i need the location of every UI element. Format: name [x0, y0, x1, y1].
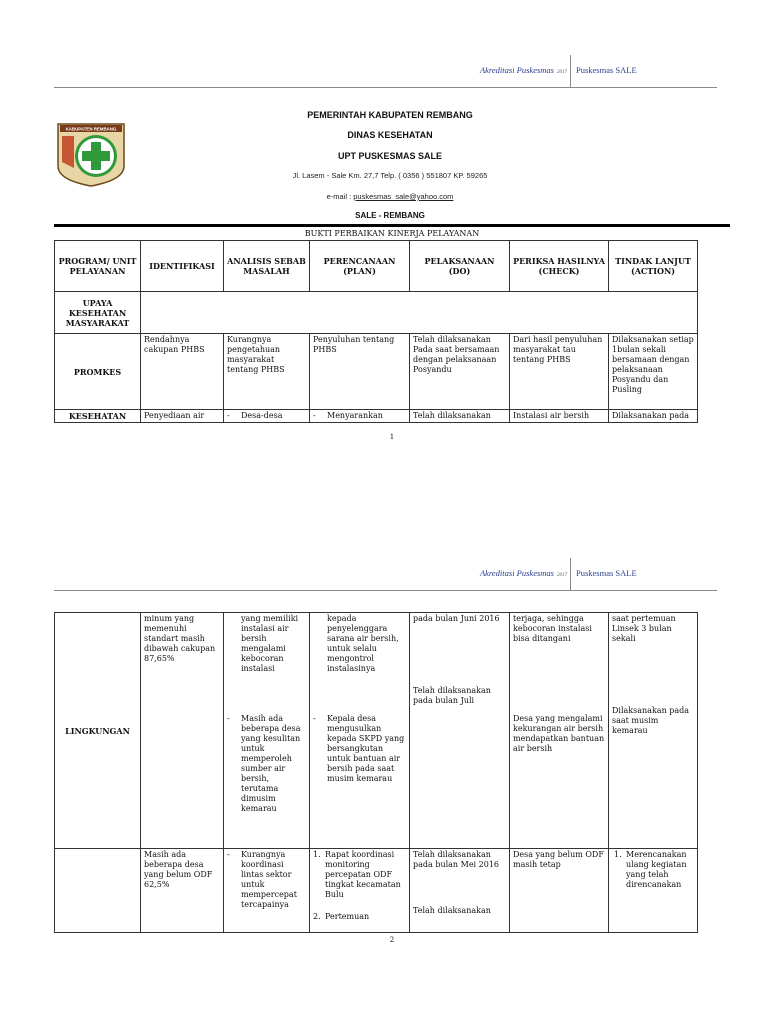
col-identifikasi: IDENTIFIKASI: [141, 241, 224, 292]
lingkungan-analisis-a: yang memiliki instalasi air bersih mengalami kebocoran instalasi: [241, 614, 299, 673]
lingkungan-periksa-a: terjaga, sehingga kebocoran instalasi bisa ditangani: [513, 614, 592, 643]
odf-identifikasi: Masih ada beberapa desa yang belum ODF 62,5%: [141, 849, 224, 933]
kop-line2: DINAS KESEHATAN: [347, 130, 433, 140]
svg-text:KABUPATEN REMBANG: KABUPATEN REMBANG: [65, 126, 117, 132]
lingkungan-tindak-b: Dilaksanakan pada saat musim kemarau: [612, 706, 690, 735]
lingkungan-program: LINGKUNGAN: [55, 613, 141, 849]
col-program: PROGRAM/ UNIT PELAYANAN: [55, 241, 141, 292]
lingkungan-identifikasi: minum yang memenuhi standart masih dibawah cakupan 87,65%: [141, 613, 224, 849]
lingkungan-pelaksanaan-cell: [410, 613, 510, 849]
lingkungan-perencanaan-cell: [310, 613, 410, 849]
promkes-program: PROMKES: [55, 334, 141, 410]
odf-analisis-cell: [224, 849, 310, 933]
kesling-periksa: Instalasi air bersih: [510, 410, 609, 423]
promkes-analisis: Kurangnya pengetahuan masyarakat tentang PHBS: [224, 334, 310, 410]
odf-perencanaan-1: Rapat koordinasi monitoring percepatan ODF tingkat kecamatan Bulu: [325, 850, 401, 899]
promkes-identifikasi: Rendahnya cakupan PHBS: [141, 334, 224, 410]
header-divider: [570, 558, 571, 590]
kesling-analisis: Desa-desa: [241, 411, 283, 420]
kesling-program: KESEHATAN: [55, 410, 141, 423]
odf-periksa: Desa yang belum ODF masih tetap: [510, 849, 609, 933]
kesling-perencanaan: Menyarankan: [327, 411, 383, 420]
list-number: 2.: [313, 912, 321, 921]
table-row-upaya: [55, 292, 698, 334]
lingkungan-periksa-cell: [510, 613, 609, 849]
kop-rule: [54, 224, 730, 227]
puskesmas-label: Puskesmas SALE: [576, 65, 637, 75]
odf-pelaksanaan-b: Telah dilaksanakan: [413, 906, 491, 915]
kesling-pelaksanaan: Telah dilaksanakan: [410, 410, 510, 423]
lingkungan-perencanaan-a: kepada penyelenggara sarana air bersih, untuk selalu mengontrol instalasinya: [327, 614, 399, 673]
kop-email-line: [130, 192, 650, 201]
odf-program: [55, 849, 141, 933]
odf-pelaksanaan-cell: [410, 849, 510, 933]
kinerja-table-page1: [54, 240, 698, 423]
promkes-periksa: Dari hasil penyuluhan masyarakat tau tentang PHBS: [510, 334, 609, 410]
page-number-2: 2: [389, 936, 395, 944]
odf-pelaksanaan-a: Telah dilaksanakan pada bulan Mei 2016: [413, 850, 500, 869]
odf-tindak: Merencanakan ulang kegiatan yang telah direncanakan: [626, 850, 687, 889]
col-periksa: PERIKSA HASILNYA (CHECK): [510, 241, 609, 292]
akreditasi-label: Akreditasi Puskesmas 2017: [479, 568, 567, 578]
col-tindak: TINDAK LANJUT (ACTION): [609, 241, 698, 292]
lingkungan-tindak-cell: [609, 613, 698, 849]
document-title: BUKTI PERBAIKAN KINERJA PELAYANAN: [304, 229, 480, 238]
odf-perencanaan-2: Pertemuan: [325, 912, 370, 921]
col-analisis: ANALISIS SEBAB MASALAH: [224, 241, 310, 292]
akreditasi-label: Akreditasi Puskesmas 2017: [479, 65, 567, 75]
dash-marker: -: [313, 411, 316, 420]
rembang-logo: [56, 122, 126, 188]
puskesmas-label: Puskesmas SALE: [576, 568, 637, 578]
promkes-pelaksanaan: Telah dilaksanakan Pada saat bersamaan dengan pelaksanaan Posyandu: [410, 334, 510, 410]
odf-perencanaan-cell: [310, 849, 410, 933]
col-perencanaan: PERENCANAAN (PLAN): [310, 241, 410, 292]
page-number-1: 1: [389, 433, 395, 441]
table-row-kesling: [55, 410, 698, 423]
kesling-perencanaan-cell: [310, 410, 410, 423]
table-row-promkes: [55, 334, 698, 410]
promkes-perencanaan: Penyuluhan tentang PHBS: [310, 334, 410, 410]
kesling-tindak: Dilaksanakan pada: [609, 410, 698, 423]
kop-city: SALE - REMBANG: [355, 211, 425, 220]
lingkungan-periksa-b: Desa yang mengalami kekurangan air bersih mendapatkan bantuan air bersih: [513, 714, 605, 753]
header-divider: [570, 55, 571, 87]
lingkungan-pelaksanaan-b: Telah dilaksanakan pada bulan Juli: [413, 686, 491, 705]
dash-marker: -: [227, 411, 230, 420]
email-link[interactable]: puskesmas_sale@yahoo.com: [353, 192, 454, 201]
email-label: e-mail :: [326, 192, 352, 201]
kop-line1: PEMERINTAH KABUPATEN REMBANG: [307, 110, 473, 120]
upaya-empty: [141, 292, 698, 334]
upaya-label: UPAYA KESEHATAN MASYARAKAT: [55, 292, 141, 334]
page-header-2: [54, 558, 717, 591]
lingkungan-tindak-a: saat pertemuan Linsek 3 bulan sekali: [612, 614, 676, 643]
list-number: 1.: [313, 850, 321, 859]
lingkungan-pelaksanaan-a: pada bulan Juni 2016: [413, 614, 500, 623]
kesling-analisis-cell: [224, 410, 310, 423]
promkes-tindak: Dilaksanakan setiap 1bulan sekali bersamaan dengan pelaksanaan Posyandu dan Pusling: [609, 334, 698, 410]
kop-line3: UPT PUSKESMAS SALE: [337, 151, 442, 161]
kesling-identifikasi: Penyediaan air: [141, 410, 224, 423]
col-pelaksanaan: PELAKSANAAN (DO): [410, 241, 510, 292]
odf-analisis: Kurangnya koordinasi lintas sektor untuk mempercepat tercapainya: [241, 850, 297, 909]
table-row-odf: [55, 849, 698, 933]
kinerja-table-page2: [54, 612, 698, 933]
dash-marker: -: [227, 714, 230, 723]
table-header-row: [55, 241, 698, 292]
kop-address: Jl. Lasem - Sale Km. 27,7 Telp. ( 0356 ) 551807 KP. 59265: [292, 171, 488, 180]
dash-marker: -: [313, 714, 316, 723]
lingkungan-analisis-b: Masih ada beberapa desa yang kesulitan untuk memperoleh sumber air bersih, terutama dimusim kemarau: [241, 714, 301, 813]
dash-marker: -: [227, 850, 230, 859]
lingkungan-perencanaan-b: Kepala desa mengusulkan kepada SKPD yang bersangkutan untuk bantuan air bersih pada saat musim kemarau: [327, 714, 405, 783]
list-number: 1.: [614, 850, 622, 859]
lingkungan-analisis-cell: [224, 613, 310, 849]
page-header: [54, 55, 717, 88]
table-row-lingkungan: [55, 613, 698, 849]
odf-tindak-cell: [609, 849, 698, 933]
